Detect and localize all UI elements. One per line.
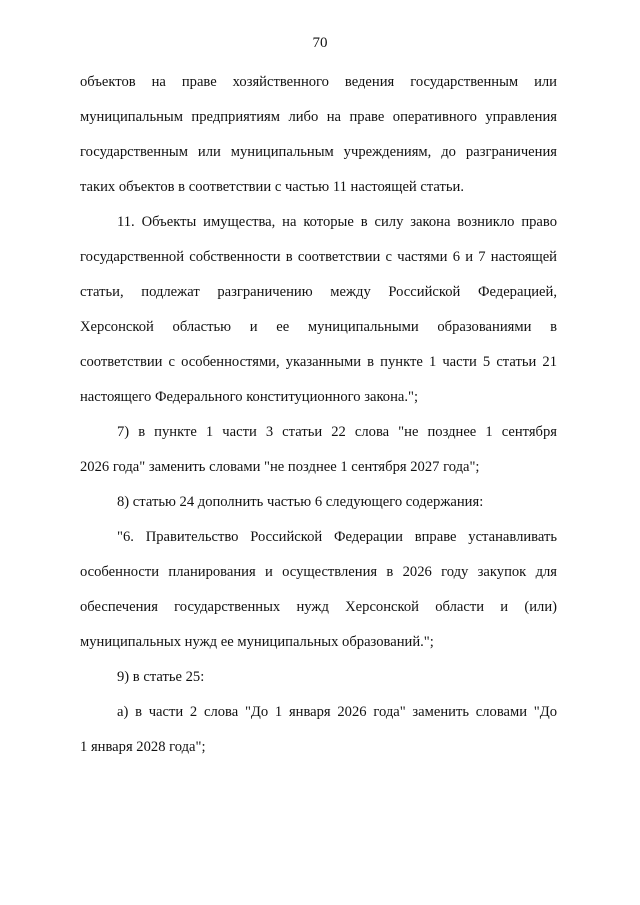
text-line: статьи, подлежат разграничению между Российской Федерацией, xyxy=(80,284,557,300)
text-line: объектов на праве хозяйственного ведения государственным или xyxy=(80,74,557,90)
text-line: муниципальных нужд ее муниципальных образований."; xyxy=(80,634,434,650)
text-line: 7) в пункте 1 части 3 статьи 22 слова "не позднее 1 сентября xyxy=(117,424,557,440)
text-line: а) в части 2 слова "До 1 января 2026 года" заменить словами "До xyxy=(117,704,557,720)
page-number: 70 xyxy=(312,35,328,51)
text-line: таких объектов в соответствии с частью 11 настоящей статьи. xyxy=(80,179,465,195)
text-line: соответствии с особенностями, указанными в пункте 1 части 5 статьи 21 xyxy=(80,354,557,370)
text-line: 2026 года" заменить словами "не позднее 1 сентября 2027 года"; xyxy=(80,459,480,475)
text-line: настоящего Федерального конституционного закона."; xyxy=(80,389,419,405)
text-line: 11. Объекты имущества, на которые в силу закона возникло право xyxy=(117,214,557,230)
text-line: государственным или муниципальным учреждениям, до разграничения xyxy=(80,144,557,160)
text-line: государственной собственности в соответствии с частями 6 и 7 настоящей xyxy=(80,249,557,265)
text-line: Херсонской областью и ее муниципальными образованиями в xyxy=(80,319,557,335)
text-line: особенности планирования и осуществления в 2026 году закупок для xyxy=(80,564,557,580)
text-line: 1 января 2028 года"; xyxy=(80,739,206,755)
text-line: 9) в статье 25: xyxy=(117,669,205,685)
text-line: муниципальным предприятиям либо на праве оперативного управления xyxy=(80,109,557,125)
text-line: 8) статью 24 дополнить частью 6 следующего содержания: xyxy=(117,494,484,510)
text-line: "6. Правительство Российской Федерации вправе устанавливать xyxy=(117,529,557,545)
text-line: обеспечения государственных нужд Херсонской области и (или) xyxy=(80,599,557,615)
